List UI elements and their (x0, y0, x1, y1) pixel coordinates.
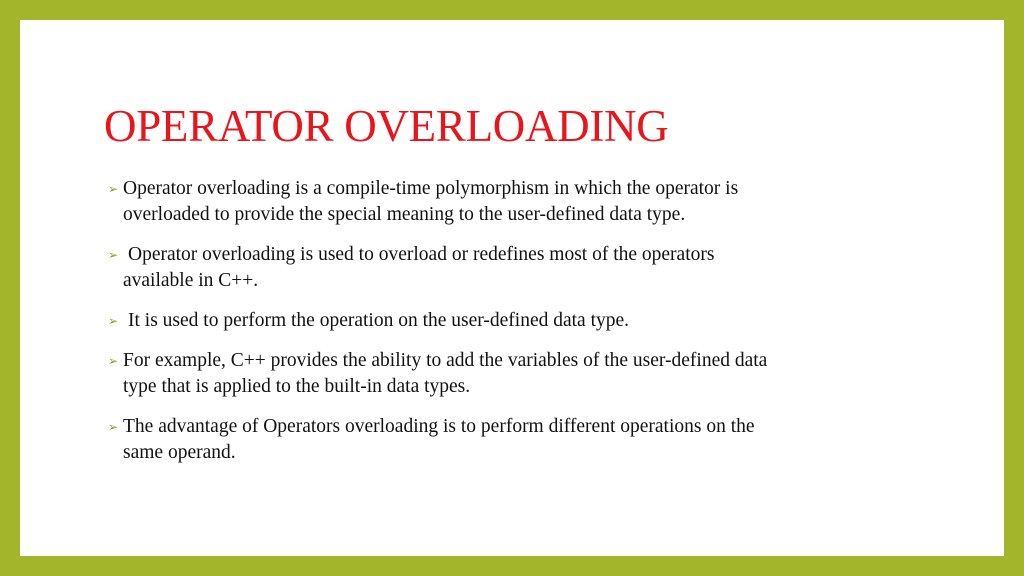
bullet-item (108, 348, 908, 400)
bullet-line: overloaded to provide the special meaning to the user-defined data type. (123, 204, 686, 225)
bullet-line: Operator overloading is a compile-time polymorphism in which the operator is (123, 178, 739, 199)
bullet-text (108, 176, 908, 228)
slide (20, 20, 1004, 556)
bullet-text (108, 242, 908, 294)
slide-title: OPERATOR OVERLOADING (104, 101, 669, 151)
bullet-list (20, 20, 1004, 556)
bullet-text (108, 308, 908, 334)
bullet-item (108, 414, 908, 466)
bullet-item (108, 242, 908, 294)
bullet-line: type that is applied to the built-in data types. (123, 376, 471, 397)
arrow-right-icon: ➢ (108, 248, 119, 262)
bullet-item (108, 308, 908, 334)
arrow-right-icon: ➢ (108, 182, 119, 196)
bullet-line: available in C++. (123, 270, 259, 291)
arrow-right-icon: ➢ (108, 314, 119, 328)
arrow-right-icon: ➢ (108, 354, 119, 368)
bullet-line: The advantage of Operators overloading is to perform different operations on the (123, 416, 755, 437)
bullet-item (108, 176, 908, 228)
bullet-text (108, 348, 908, 400)
arrow-right-icon: ➢ (108, 420, 119, 434)
bullet-line: same operand. (123, 442, 236, 463)
bullet-line: For example, C++ provides the ability to add the variables of the user-defined data (123, 350, 768, 371)
bullet-line: Operator overloading is used to overload or redefines most of the operators (128, 244, 715, 265)
bullet-text (108, 414, 908, 466)
bullet-line: It is used to perform the operation on the user-defined data type. (128, 310, 630, 331)
